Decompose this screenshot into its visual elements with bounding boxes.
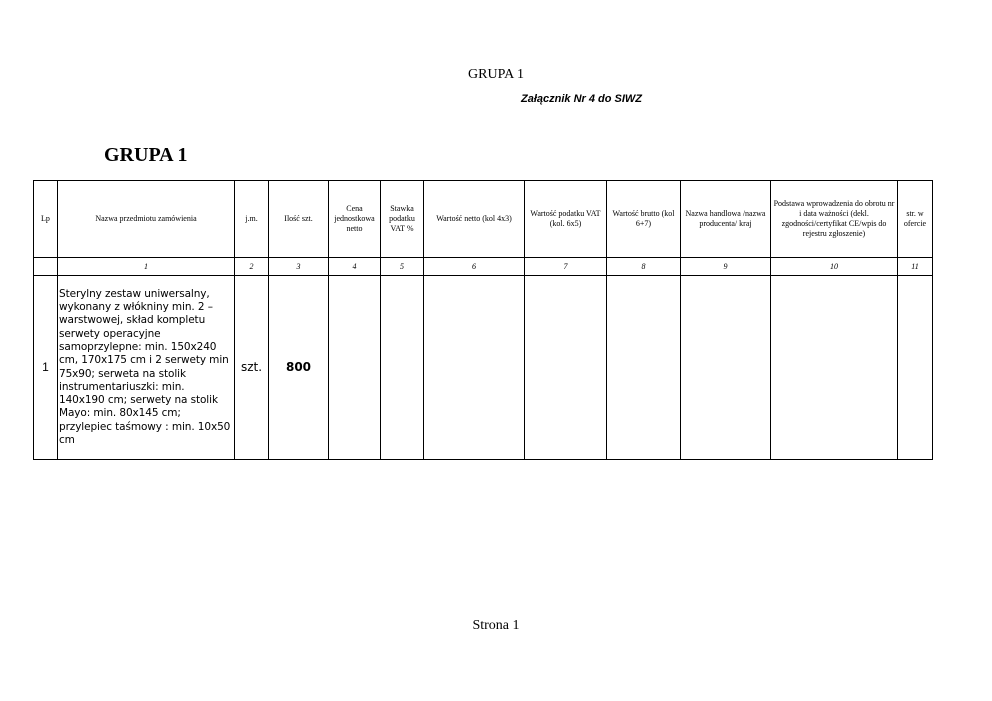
col-number: 7 xyxy=(525,258,607,276)
col-number: 4 xyxy=(329,258,381,276)
col-header-certificate: Podstawa wprowadzenia do obrotu nr i data ważności (dekl. zgodności/certyfikat CE/wpis do rejestru zgłoszenie) xyxy=(771,181,898,258)
cell-unit: szt. xyxy=(235,276,269,460)
group-title: GRUPA 1 xyxy=(104,144,188,166)
page-header-title: GRUPA 1 xyxy=(468,67,524,82)
col-number: 6 xyxy=(424,258,525,276)
table-header-row xyxy=(34,181,933,258)
cell-offer-page[interactable] xyxy=(898,276,933,460)
col-number: 11 xyxy=(898,258,933,276)
col-header-vat-value: Wartość podatku VAT (kol. 6x5) xyxy=(525,181,607,258)
col-header-trade-name: Nazwa handlowa /nazwa producenta/ kraj xyxy=(681,181,771,258)
col-number: 10 xyxy=(771,258,898,276)
col-header-net-value: Wartość netto (kol 4x3) xyxy=(424,181,525,258)
col-header-qty: Ilość szt. xyxy=(269,181,329,258)
page-footer: Strona 1 xyxy=(472,618,520,633)
cell-item-name: Sterylny zestaw uniwersalny, wykonany z włókniny min. 2 – warstwowej, skład kompletu serwety operacyjne samoprzylepne: min. 150x240 cm, 170x175 cm i 2 serwety min 75x90; serweta na stolik instrumentariuszki: min. 140x190 cm; serwety na stolik Mayo: min. 80x145 cm; przylepiec taśmowy : min. 10x50 cm xyxy=(58,276,235,460)
col-header-gross-value: Wartość brutto (kol 6+7) xyxy=(607,181,681,258)
col-header-unit-price: Cena jednostkowa netto xyxy=(329,181,381,258)
cell-unit-price[interactable] xyxy=(329,276,381,460)
col-header-unit: j.m. xyxy=(235,181,269,258)
table-row xyxy=(34,276,933,460)
cell-vat-value[interactable] xyxy=(525,276,607,460)
col-number: 1 xyxy=(58,258,235,276)
col-header-offer-page: str. w ofercie xyxy=(898,181,933,258)
col-number xyxy=(34,258,58,276)
col-header-name: Nazwa przedmiotu zamówienia xyxy=(58,181,235,258)
cell-lp: 1 xyxy=(34,276,58,460)
cell-certificate[interactable] xyxy=(771,276,898,460)
col-number: 2 xyxy=(235,258,269,276)
cell-gross-value[interactable] xyxy=(607,276,681,460)
cell-net-value[interactable] xyxy=(424,276,525,460)
col-header-lp: Lp xyxy=(34,181,58,258)
cell-vat-rate[interactable] xyxy=(381,276,424,460)
col-number: 3 xyxy=(269,258,329,276)
col-header-vat-rate: Stawka podatku VAT % xyxy=(381,181,424,258)
annex-label: Załącznik Nr 4 do SIWZ xyxy=(521,93,643,105)
column-number-row xyxy=(34,258,933,276)
price-table xyxy=(33,180,933,460)
col-number: 5 xyxy=(381,258,424,276)
cell-trade-name[interactable] xyxy=(681,276,771,460)
col-number: 9 xyxy=(681,258,771,276)
cell-qty: 800 xyxy=(269,276,329,460)
col-number: 8 xyxy=(607,258,681,276)
